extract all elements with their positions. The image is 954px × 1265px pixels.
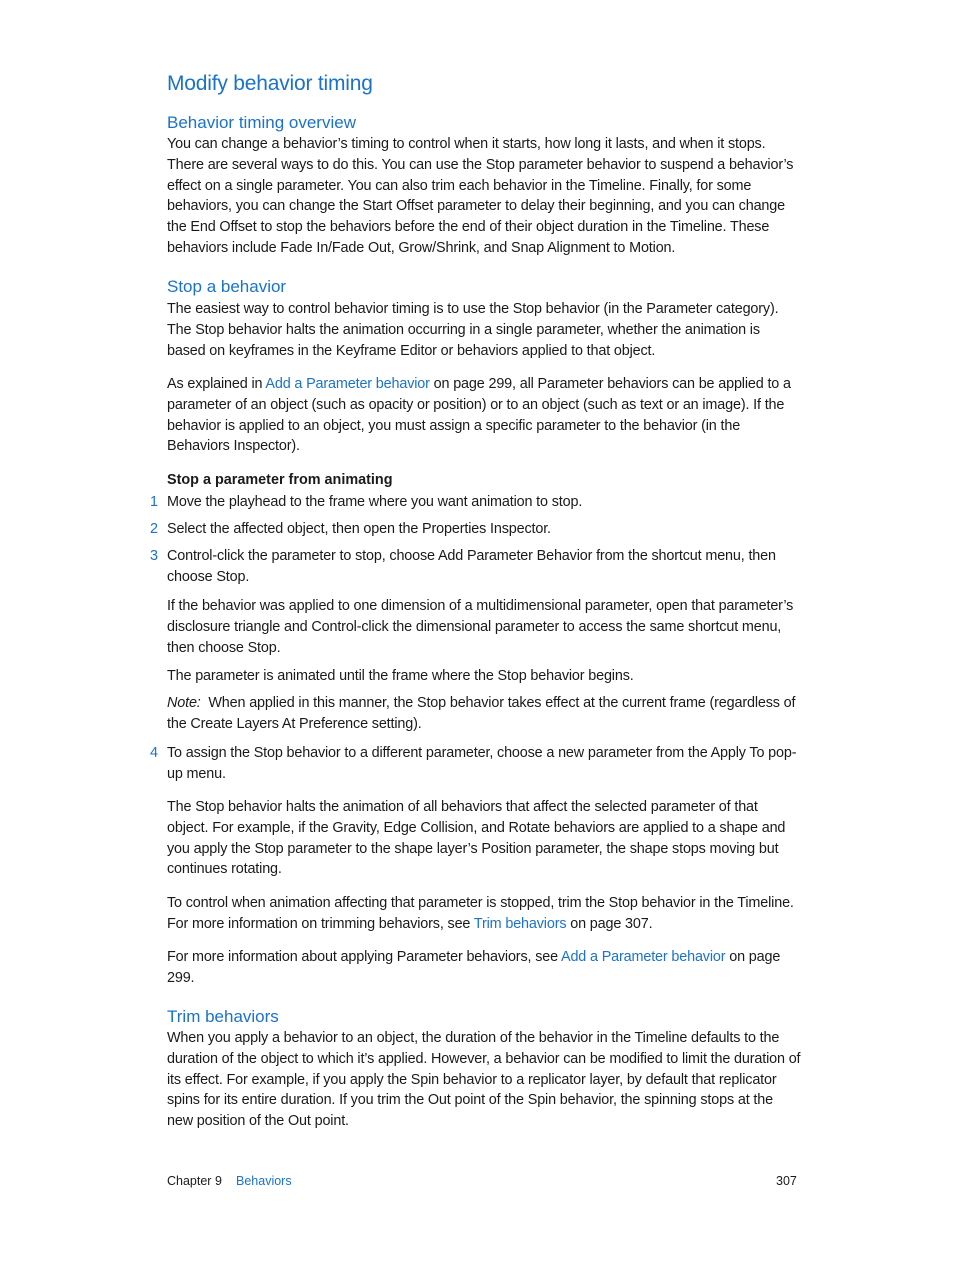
text: For more information about applying Parameter behaviors, see: [167, 949, 561, 965]
text: To control when animation affecting that parameter is stopped, trim the Stop behavior in the Timeline. For more information on trimming behaviors, see: [167, 895, 794, 932]
step-number-3: 3: [150, 548, 159, 564]
stop-paragraph-4: [167, 893, 801, 935]
text: on page 299.: [167, 949, 781, 986]
trim-paragraph: When you apply a behavior to an object, the duration of the behavior in the Timeline defaults to the duration of the object to which it’s applied. However, a behavior can be modified to limit the duration of its effect. For example, if you apply the Spin behavior to a replicator layer, by default that replicator spins for its entire duration. If you trim the Out point of the Spin behavior, the spinning stops at the new position of the Out point.: [167, 1030, 801, 1130]
footer-page-number: 307: [776, 1174, 797, 1188]
stop-paragraph-1: The easiest way to control behavior timing is to use the Stop behavior (in the Parameter category). The Stop behavior halts the animation occurring in a single parameter, whether the animation is based on keyframes in the Keyframe Editor or behaviors applied to that object.: [167, 301, 779, 359]
step-number-1: 1: [150, 494, 159, 510]
step-3-detail-1: If the behavior was applied to one dimension of a multidimensional parameter, open that parameter’s disclosure triangle and Control-click the dimensional parameter to access the same shortcut menu, then choose Stop.: [167, 598, 794, 656]
add-parameter-behavior-link[interactable]: Add a Parameter behavior: [265, 376, 430, 392]
step-2-text: Select the affected object, then open the Properties Inspector.: [167, 521, 551, 537]
step-3-detail-2: The parameter is animated until the frame where the Stop behavior begins.: [167, 668, 634, 684]
page-title: Modify behavior timing: [167, 72, 373, 95]
stop-paragraph-2: [167, 374, 801, 457]
step-number-2: 2: [150, 521, 159, 537]
note-label: Note:: [167, 695, 201, 711]
note-paragraph: [167, 693, 801, 735]
text: As explained in: [167, 376, 266, 392]
add-parameter-behavior-link-2[interactable]: Add a Parameter behavior: [561, 949, 726, 965]
footer-chapter: Chapter 9: [167, 1174, 222, 1188]
section-heading-stop: Stop a behavior: [167, 277, 287, 296]
text: on page 299, all Parameter behaviors can be applied to a parameter of an object (such as opacity or position) or to an object (such as text or an image). If the behavior is applied to an object, you must assign a specific parameter to the behavior (in the Behaviors Inspector).: [167, 376, 791, 455]
section-heading-overview: Behavior timing overview: [167, 113, 356, 132]
footer-section-link[interactable]: Behaviors: [236, 1174, 292, 1188]
stop-paragraph-5: [167, 947, 801, 989]
step-number-4: 4: [150, 745, 159, 761]
section-heading-trim: Trim behaviors: [167, 1007, 279, 1026]
step-4-text: To assign the Stop behavior to a different parameter, choose a new parameter from the Apply To pop-up menu.: [167, 745, 797, 782]
stop-paragraph-3: The Stop behavior halts the animation of all behaviors that affect the selected parameter of that object. For example, if the Gravity, Edge Collision, and Rotate behaviors are applied to a shape and you apply the Stop parameter to the shape layer’s Position parameter, the shape stops moving but continues rotating.: [167, 799, 786, 878]
task-heading: Stop a parameter from animating: [167, 472, 393, 488]
overview-paragraph: You can change a behavior’s timing to control when it starts, how long it lasts, and when it stops. There are several ways to do this. You can use the Stop parameter behavior to suspend a behavior’s effect on a single parameter. You can also trim each behavior in the Timeline. Finally, for some behaviors, you can change the Start Offset parameter to delay their beginning, and you can change the End Offset to stop the behaviors before the end of their object duration in the Timeline. These behaviors include Fade In/Fade Out, Grow/Shrink, and Snap Alignment to Motion.: [167, 136, 794, 256]
note-text: When applied in this manner, the Stop behavior takes effect at the current frame (regardless of the Create Layers At Preference setting).: [167, 695, 796, 732]
step-3-text: Control-click the parameter to stop, choose Add Parameter Behavior from the shortcut menu, then choose Stop.: [167, 548, 776, 585]
step-1-text: Move the playhead to the frame where you want animation to stop.: [167, 494, 583, 510]
trim-behaviors-link[interactable]: Trim behaviors: [473, 915, 567, 932]
text: on page 307.: [566, 915, 653, 932]
